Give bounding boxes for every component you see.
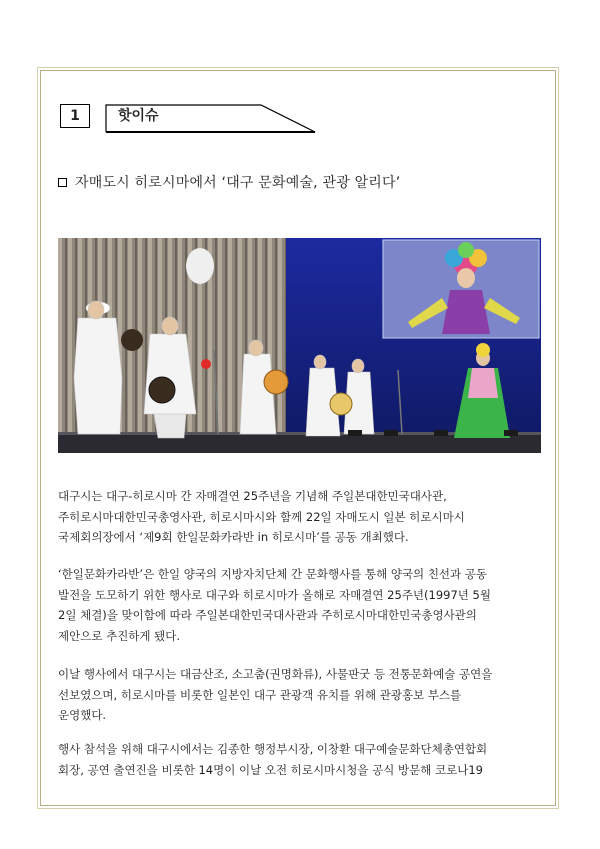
section-number: 1 bbox=[60, 104, 90, 128]
section-title: 핫이슈 bbox=[118, 108, 159, 124]
checkbox-bullet-icon bbox=[58, 178, 67, 187]
photo-illustration bbox=[58, 238, 541, 453]
article-paragraph-3: 이날 행사에서 대구시는 대금산조, 소고춤(권명화류), 사물판굿 등 전통문화예술 공연을 선보였으며, 히로시마를 비롯한 일본인 대구 관광객 유치를 위해 관광홍보 부스를 운영했다. bbox=[58, 667, 493, 722]
article-paragraph-2: ‘한일문화카라반’은 한일 양국의 지방자치단체 간 문화행사를 통해 양국의 친선과 공동 발전을 도모하기 위한 행사로 대구와 히로시마가 올해로 자매결연 25주년(1997년 5월 2일 체결)을 맞이함에 따라 주일본대한민국대사관과 주히로시마대한민국총영사관의 제안으로 추진하게 됐다. bbox=[58, 567, 491, 643]
headline-text: 자매도시 히로시마에서 ‘대구 문화예술, 관광 알리다’ bbox=[75, 175, 401, 191]
article-paragraph-4: 행사 참석을 위해 대구시에서는 김종한 행정부시장, 이창환 대구예술문화단체총연합회 회장, 공연 출연진을 비롯한 14명이 이날 오전 히로시마시청을 공식 방문해 코로나19 bbox=[58, 742, 488, 777]
stage-performance-photo bbox=[58, 238, 541, 453]
section-header bbox=[60, 104, 316, 134]
article-paragraph-1: 대구시는 대구-히로시마 간 자매결연 25주년을 기념해 주일본대한민국대사관, 주히로시마대한민국총영사관, 히로시마시와 함께 22일 자매도시 일본 히로시마시 국제회의장에서 ‘제9회 한일문화카라반 in 히로시마’를 공동 개최했다. bbox=[58, 489, 465, 544]
article-headline bbox=[58, 172, 400, 192]
